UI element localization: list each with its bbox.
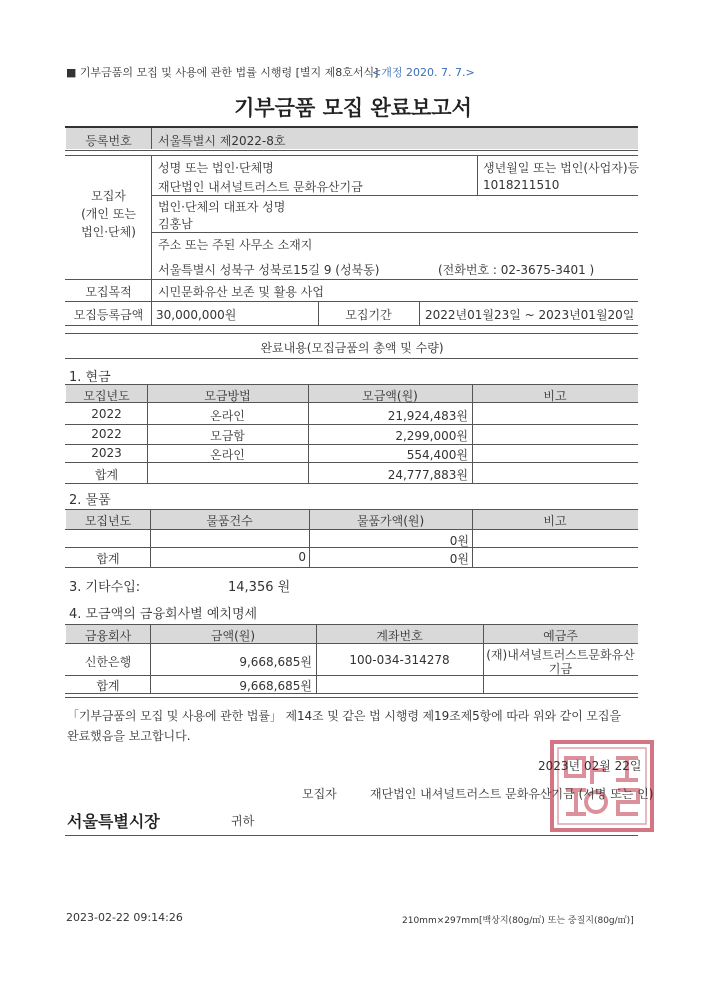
goods-header-value: 물품가액(원)	[356, 514, 425, 528]
divider	[65, 835, 638, 836]
recipient: 서울특별시장	[67, 812, 160, 831]
divider	[65, 333, 638, 334]
cash-row-amount: 21,924,483원	[387, 409, 468, 423]
report-date: 2023년 02월 22일	[538, 759, 642, 773]
collector-label-line: 모집자	[91, 189, 126, 203]
other-income-value: 14,356 원	[228, 580, 291, 595]
cash-header-method: 모금방법	[204, 389, 251, 403]
address-value: 서울특별시 성북구 성북로15길 9 (성북동)	[158, 263, 380, 277]
deposit-total-label: 합계	[96, 679, 120, 693]
deposit-heading: 4. 모금액의 금융회사별 예치명세	[69, 607, 258, 622]
cash-row-method: 모금함	[210, 429, 245, 443]
signer-label: 모집자	[302, 787, 337, 801]
representative-label: 법인·단체의 대표자 성명	[158, 200, 286, 214]
divider	[65, 424, 638, 425]
goods-header-count: 물품건수	[206, 514, 253, 528]
divider	[151, 232, 638, 233]
divider	[477, 155, 478, 195]
goods-total-label: 합계	[96, 552, 120, 566]
amount-value: 30,000,000원	[156, 308, 237, 322]
birth-label: 생년월일 또는 법인(사업자)등	[483, 161, 640, 175]
address-label: 주소 또는 주된 사무소 소재지	[158, 238, 313, 252]
collector-label	[66, 187, 151, 241]
deposit-header-amount: 금액(원)	[210, 629, 256, 643]
cash-header-year: 모집년도	[83, 389, 130, 403]
name-value: 재단법인 내셔널트러스트 문화유산기금	[158, 180, 363, 194]
statement-text: 「기부금품의 모집 및 사용에 관한 법률」 제14조 및 같은 법 시행령 제19조제5항에 따라 위와 같이 모집을	[67, 709, 621, 723]
period-value: 2022년01월23일 ~ 2023년01월20일	[425, 308, 635, 322]
deposit-header-bank: 금융회사	[84, 629, 132, 643]
divider	[151, 195, 638, 196]
cash-row-amount: 554,400원	[406, 448, 468, 462]
deposit-header-holder: 예금주	[543, 629, 578, 643]
cash-row-method: 온라인	[210, 409, 245, 423]
cash-header-note: 비고	[543, 389, 567, 403]
divider	[65, 483, 638, 484]
statement-text-cont: 완료했음을 보고합니다.	[67, 729, 191, 743]
cash-heading: 1. 현금	[69, 370, 111, 385]
revision-date: <개정 2020. 7. 7.>	[372, 66, 475, 79]
representative-value: 김홍남	[158, 217, 193, 231]
goods-header-note: 비고	[543, 514, 567, 528]
other-income-heading: 3. 기타수입:	[69, 580, 141, 595]
account-holder: (재)내셔널트러스트문화유산	[486, 648, 635, 662]
collector-label-line: (개인 또는	[81, 207, 136, 221]
divider	[65, 301, 638, 302]
completion-header: 완료내용(모집금품의 총액 및 수량)	[260, 341, 444, 355]
goods-heading: 2. 물품	[69, 493, 111, 508]
purpose-value: 시민문화유산 보존 및 활용 사업	[158, 285, 324, 299]
cash-row-year: 2023	[91, 446, 122, 460]
registration-number: 서울특별시 제2022-8호	[158, 134, 286, 148]
cash-header-amount: 모금액(원)	[362, 389, 418, 403]
goods-row-value: 0원	[449, 534, 469, 548]
divider	[65, 444, 638, 445]
divider	[151, 279, 152, 325]
cash-row-method: 온라인	[210, 448, 245, 462]
divider	[65, 150, 638, 151]
account-holder-cont: 기금	[548, 662, 573, 676]
bank-amount: 9,668,685원	[239, 655, 312, 669]
divider	[65, 567, 638, 568]
deposit-total-amount: 9,668,685원	[239, 679, 312, 693]
account-number: 100-034-314278	[349, 653, 450, 667]
divider	[65, 358, 638, 359]
cash-row-year: 2022	[91, 407, 122, 421]
name-label: 성명 또는 법인·단체명	[158, 161, 274, 175]
form-reference: ■ 기부금품의 모집 및 사용에 관한 법률 시행령 [별지 제8호서식]	[66, 66, 379, 79]
cash-total-value: 24,777,883원	[387, 468, 468, 482]
collector-label-line: 법인·단체)	[81, 225, 136, 239]
period-label: 모집기간	[345, 308, 392, 322]
registration-label: 등록번호	[85, 134, 132, 148]
cash-row-year: 2022	[91, 427, 122, 441]
deposit-header-account: 계좌번호	[376, 629, 423, 643]
footer-timestamp: 2023-02-22 09:14:26	[66, 911, 183, 924]
divider	[419, 301, 420, 325]
birth-value: 1018211510	[483, 178, 560, 192]
cash-total-label: 합계	[94, 468, 119, 482]
goods-header-year: 모집년도	[84, 514, 132, 528]
goods-total-count: 0	[298, 550, 306, 564]
honorific: 귀하	[231, 814, 255, 828]
divider	[65, 325, 638, 326]
cash-row-amount: 2,299,000원	[395, 429, 468, 443]
goods-total-value: 0원	[449, 552, 469, 566]
bank-name: 신한은행	[84, 655, 132, 669]
purpose-label: 모집목적	[85, 285, 132, 299]
divider	[151, 128, 152, 149]
signer-value: 재단법인 내셔널트러스트 문화유산기금 (서명 또는 인)	[370, 787, 654, 801]
divider	[151, 155, 152, 279]
page-title: 기부금품 모집 완료보고서	[234, 96, 472, 120]
phone-number: (전화번호 : 02-3675-3401 )	[438, 263, 595, 277]
paper-spec: 210mm×297mm[백상지(80g/㎡) 또는 중질지(80g/㎡)]	[402, 916, 634, 926]
amount-label: 모집등록금액	[73, 308, 144, 322]
divider	[65, 697, 638, 698]
